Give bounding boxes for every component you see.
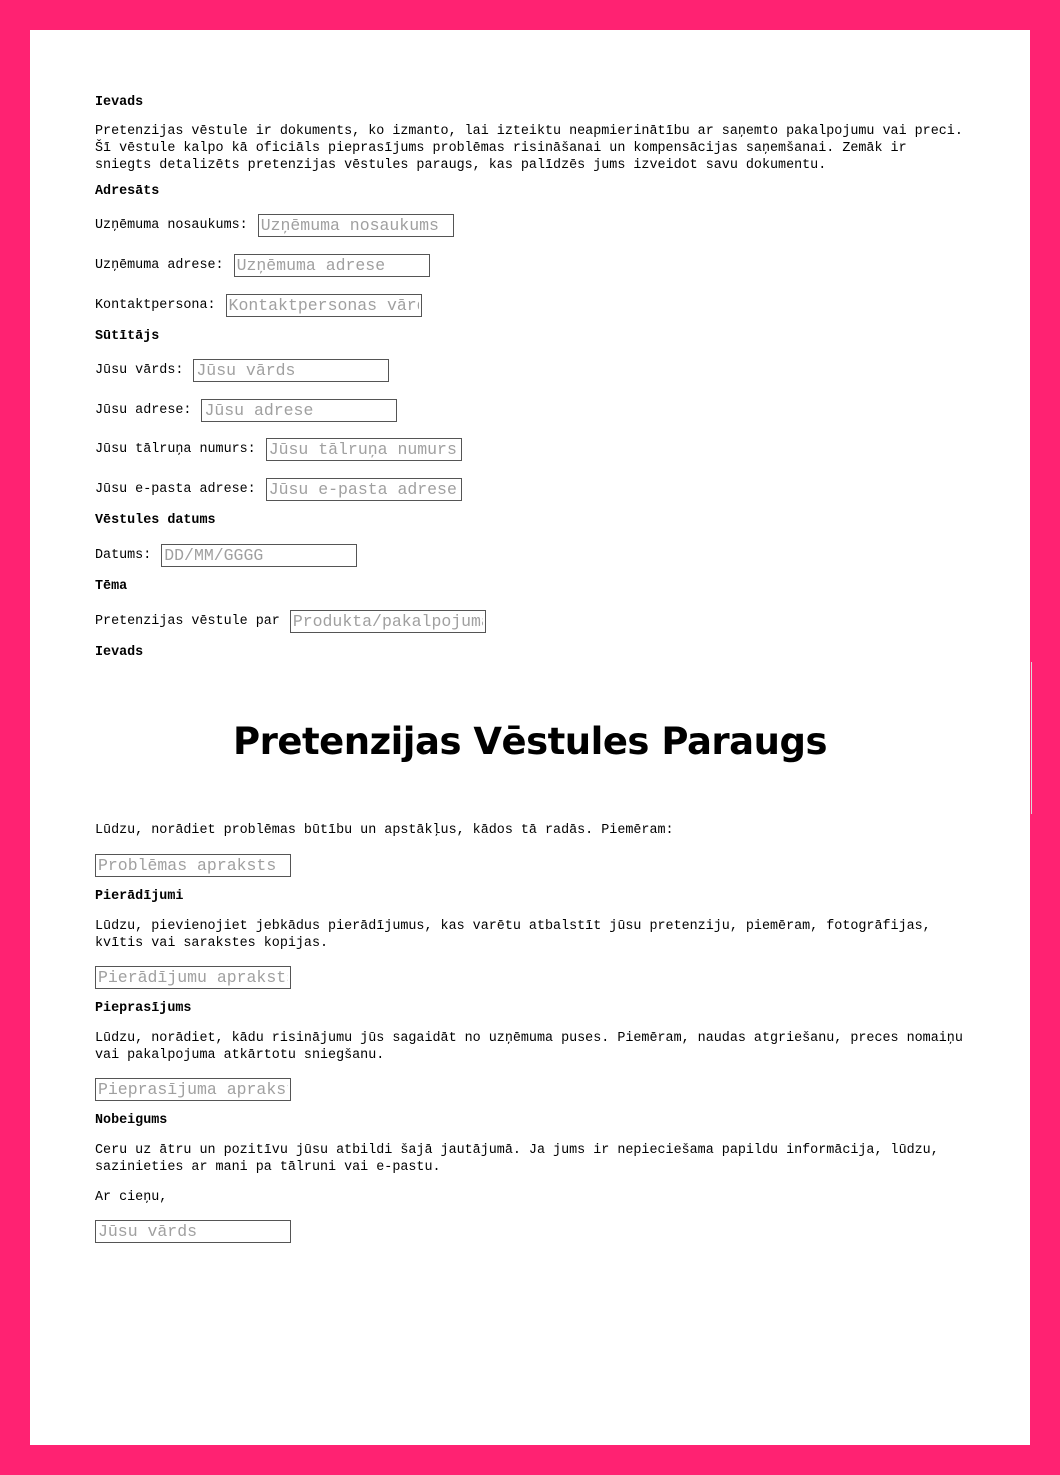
sender-address-label: Jūsu adrese:	[95, 403, 192, 418]
sender-phone-label: Jūsu tālruņa numurs:	[95, 442, 256, 457]
sender-phone-input[interactable]	[266, 438, 462, 461]
company-name-row	[95, 214, 454, 237]
contact-person-input[interactable]	[226, 294, 422, 317]
date-input[interactable]	[161, 544, 357, 567]
signature-input[interactable]	[95, 1220, 291, 1243]
closing-text: Ceru uz ātru un pozitīvu jūsu atbildi šajā jautājumā. Ja jums ir nepieciešama papildu informācija, lūdzu, sazinieties ar mani pa tālruni vai e-pastu.	[95, 1143, 939, 1175]
intro-text: Pretenzijas vēstule ir dokuments, ko izmanto, lai izteiktu neapmierinātību ar saņemto pakalpojumu vai preci. Šī vēstule kalpo kā oficiāls pieprasījums problēmas risināšanai un kompensācijas saņemšanai. Zemāk ir sniegts detalizēts pretenzijas vēstules paraugs, kas palīdzēs jums izveidot savu dokumentu.	[95, 124, 963, 173]
subject-heading: Tēma	[95, 579, 128, 594]
sender-phone-row	[95, 438, 462, 461]
problem-text: Lūdzu, norādiet problēmas būtību un apstākļus, kādos tā radās. Piemēram:	[95, 823, 674, 838]
sender-name-row	[95, 359, 389, 382]
contact-person-label: Kontaktpersona:	[95, 298, 216, 313]
company-address-input[interactable]	[234, 254, 430, 277]
request-input[interactable]	[95, 1078, 291, 1101]
company-name-label: Uzņēmuma nosaukums:	[95, 218, 248, 233]
company-address-label: Uzņēmuma adrese:	[95, 258, 224, 273]
intro2-heading: Ievads	[95, 645, 144, 660]
company-address-row	[95, 254, 430, 277]
closing-heading: Nobeigums	[95, 1113, 168, 1128]
request-row	[95, 1078, 291, 1101]
evidence-heading: Pierādījumi	[95, 889, 184, 904]
evidence-input[interactable]	[95, 966, 291, 989]
evidence-row	[95, 966, 291, 989]
request-text: Lūdzu, norādiet, kādu risinājumu jūs sagaidāt no uzņēmuma puses. Piemēram, naudas atgriešanu, preces nomaiņu vai pakalpojuma atkārtotu sniegšanu.	[95, 1031, 963, 1063]
signature-row	[95, 1220, 291, 1243]
sender-email-row	[95, 478, 462, 501]
problem-row	[95, 854, 291, 877]
closing-regards: Ar cieņu,	[95, 1190, 168, 1205]
date-heading: Vēstules datums	[95, 513, 216, 528]
sender-email-input[interactable]	[266, 478, 462, 501]
company-name-input[interactable]	[258, 214, 454, 237]
contact-person-row	[95, 294, 422, 317]
document-title: Pretenzijas Vēstules Paraugs	[233, 720, 827, 763]
date-row	[95, 544, 357, 567]
subject-input[interactable]	[290, 610, 486, 633]
request-heading: Pieprasījums	[95, 1001, 192, 1016]
sender-address-row	[95, 399, 397, 422]
sender-heading: Sūtītājs	[95, 329, 160, 344]
subject-row	[95, 610, 486, 633]
sender-name-label: Jūsu vārds:	[95, 363, 184, 378]
document-page	[30, 30, 1030, 1445]
intro-heading: Ievads	[95, 95, 144, 110]
date-label: Datums:	[95, 548, 152, 563]
sender-name-input[interactable]	[193, 359, 389, 382]
recipient-heading: Adresāts	[95, 184, 160, 199]
evidence-text: Lūdzu, pievienojiet jebkādus pierādījumus, kas varētu atbalstīt jūsu pretenziju, piemēram, fotogrāfijas, kvītis vai sarakstes kopijas.	[95, 919, 931, 951]
sender-address-input[interactable]	[201, 399, 397, 422]
subject-label: Pretenzijas vēstule par	[95, 614, 280, 629]
problem-input[interactable]	[95, 854, 291, 877]
sender-email-label: Jūsu e-pasta adrese:	[95, 482, 256, 497]
